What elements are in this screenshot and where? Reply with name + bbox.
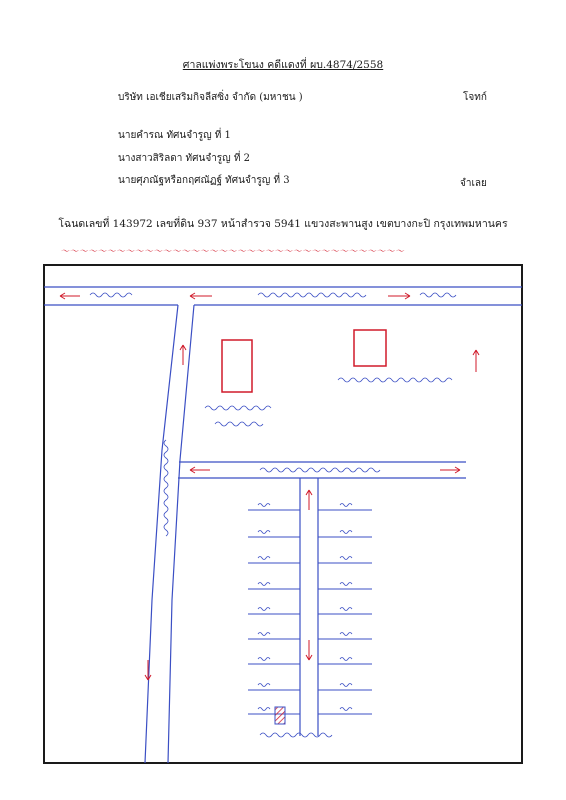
court-case-title: ศาลแพ่งพระโขนง คดีแดงที่ ผบ.4874/2558 [182,59,384,71]
vertical-road [145,305,194,763]
handwritten-road-labels [90,293,456,737]
plaintiff-role: โจทก์ [463,92,487,103]
defendant-1: นายคำรณ ทัศนจำรูญ ที่ 1 [118,130,231,141]
building-left [222,340,252,392]
defendant-2: นางสาวสิริลดา ทัศนจำรูญ ที่ 2 [118,153,251,164]
plaintiff-name: บริษัท เอเชียเสริมกิจลีสซิ่ง จำกัด (มหาชน ) [118,92,303,103]
central-lane [300,478,318,736]
map-frame [44,265,522,763]
handwritten-note-scribble: 〜〜〜〜〜〜〜〜〜〜〜〜〜〜〜〜〜〜〜〜〜〜〜〜〜〜〜〜〜〜〜〜〜〜〜〜〜 [60,247,405,257]
top-road [44,287,522,305]
defendant-3: นายศุภณัฐหรือกฤศณัฏฐ์ ทัศนจำรูญ ที่ 3 [118,175,290,186]
defendant-role: จำเลย [460,178,487,189]
deed-line: โฉนดเลขที่ 143972 เลขที่ดิน 937 หน้าสำรวจ 5941 แขวงสะพานสูง เขตบางกะปิ กรุงเทพมหานคร [58,218,508,230]
direction-arrows [60,293,479,680]
building-right [354,330,386,366]
lot-grid [248,510,372,714]
subject-plot [275,707,285,724]
soi-road [178,462,466,478]
